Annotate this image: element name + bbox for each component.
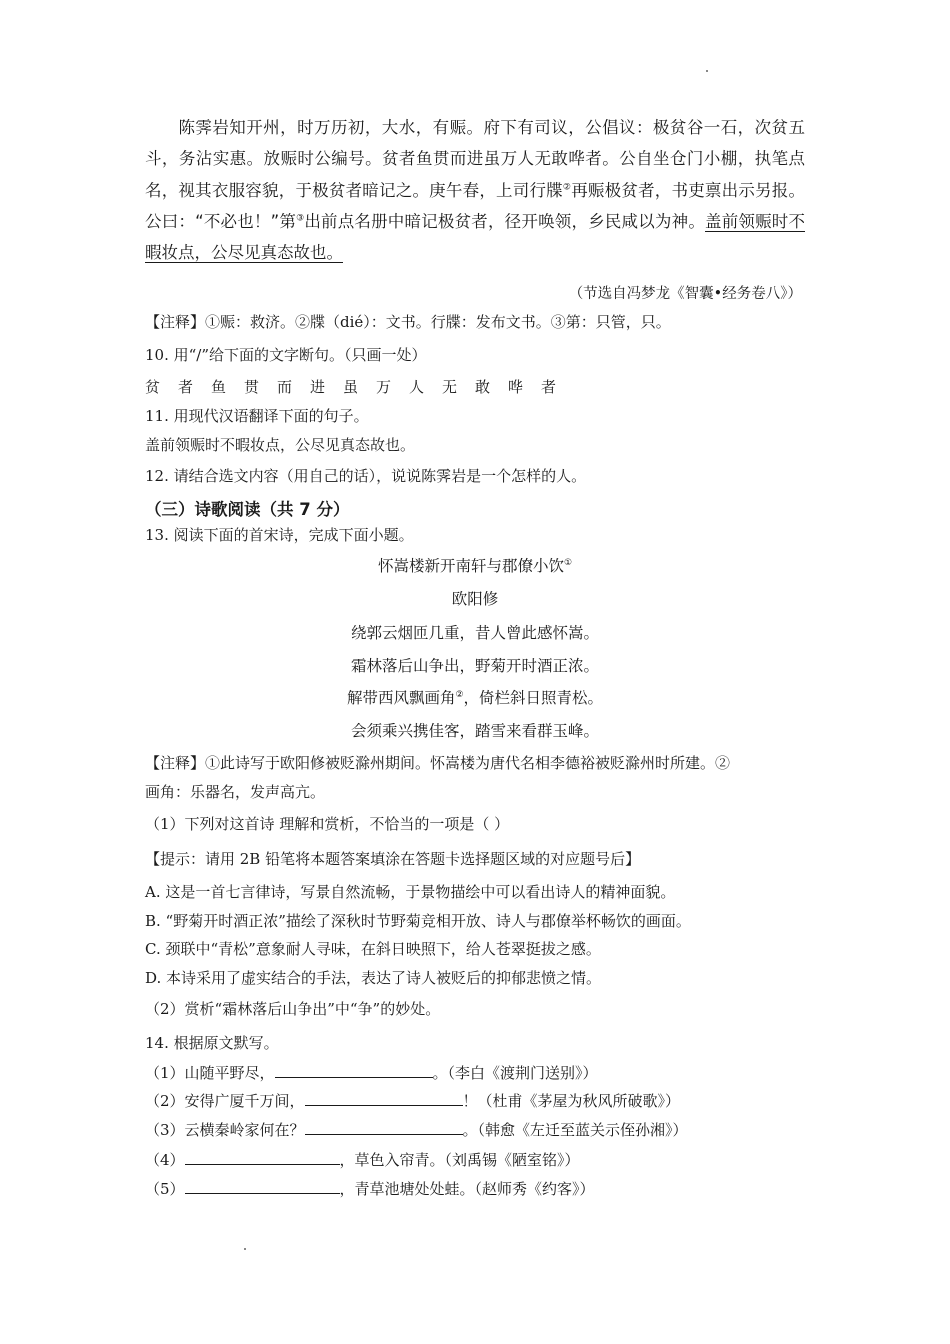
passage-notes: 【注释】①赈：救济。②牒（dié）：文书。行牒：发布文书。③第：只管，只。 [145,313,671,331]
q10-char: 进 [310,378,326,396]
q10-char: 万 [376,378,392,396]
note-mark-2: ② [562,182,572,193]
q10-char: 虽 [343,378,359,396]
poem-line-2: 霜林落后山争出，野菊开时酒正浓。 [350,657,599,675]
recitation-prefix: （2）安得广厦千万间， [145,1092,305,1110]
q13-sub1: （1）下列对这首诗 理解和赏析，不恰当的一项是（ ） [145,815,510,833]
poem-line-3-note-mark: ② [455,689,464,700]
option-c: C. 颈联中“青松”意象耐人寻味，在斜日映照下，给人苍翠挺拔之感。 [145,940,601,958]
q10-stem: 10. 用“/”给下面的文字断句。（只画一处） [145,346,427,364]
fill-blank[interactable] [185,1150,340,1165]
q10-char: 者 [178,378,194,396]
scan-speck [706,70,708,72]
fill-blank[interactable] [185,1179,340,1194]
underlined-sentence: 盖前领赈时不暇妆点，公尽见真态故也。 [145,211,805,263]
q10-char: 敢 [475,378,491,396]
option-b: B. “野菊开时酒正浓”描绘了深秋时节野菊竞相开放、诗人与郡僚举杯畅饮的画面。 [145,912,691,930]
passage-source: （节选自冯梦龙《智囊•经务卷八》） [568,286,802,302]
recitation-suffix: 。（韩愈《左迁至蓝关示侄孙湘》） [462,1121,688,1139]
passage-text-3: 出前点名册中暗记极贫者，径开唤领，乡民咸以为神。 [304,211,706,231]
poem-line-3b: ，倚栏斜日照青松。 [463,689,604,707]
classical-passage [145,112,805,268]
poem-title [145,554,805,576]
poem-line-4: 会须乘兴携佳客，踏雪来看群玉峰。 [350,722,599,740]
q12-stem: 12. 请结合选文内容（用自己的话），说说陈霁岩是一个怎样的人。 [145,467,587,485]
note-mark-3: ③ [296,213,305,224]
recitation-item [145,1178,595,1199]
passage-text: 陈霁岩知开州，时万历初，大水，有赈。府下有司议，公倡议：极贫谷一石，次贫五斗，务沾实惠。放赈时公编号。贫者鱼贯而进虽万人无敢哗者。公自坐仓门小棚，执笔点名，视其衣服容貌，于极贫者暗记之。庚午春，上司行牒 [145,118,805,200]
q10-char: 贯 [244,378,260,396]
option-a: A. 这是一首七言律诗，写景自然流畅，于景物描绘中可以看出诗人的精神面貌。 [145,883,676,901]
q11-sentence: 盖前领赈时不暇妆点，公尽见真态故也。 [145,436,416,454]
poem-note-1: 【注释】①此诗写于欧阳修被贬滁州期间。怀嵩楼为唐代名相李德裕被贬滁州时所建。② [145,754,731,772]
poem-line-3a: 解带西风飘画角 [346,689,456,707]
recitation-suffix: ，草色入帘青。（刘禹锡《陋室铭》） [339,1151,580,1169]
recitation-item [145,1119,688,1140]
q11-stem: 11. 用现代汉语翻译下面的句子。 [145,407,369,425]
q13-sub2: （2）赏析“霜林落后山争出”中“争”的妙处。 [145,1000,441,1018]
fill-blank[interactable] [275,1063,433,1078]
recitation-item [145,1090,680,1111]
q10-char: 而 [277,378,293,396]
recitation-prefix: （3）云横秦岭家何在？ [145,1121,305,1139]
recitation-prefix: （5） [145,1180,185,1198]
recitation-prefix: （4） [145,1151,185,1169]
fill-blank[interactable] [305,1120,463,1135]
poem-note-2: 画角：乐器名，发声高亢。 [145,783,326,801]
recitation-suffix: ，青草池塘处处蛙。（赵师秀《约客》） [339,1180,595,1198]
q10-char: 哗 [508,378,524,396]
q13-hint: 【提示：请用 2B 铅笔将本题答案填涂在答题卡选择题区域的对应题号后】 [145,850,641,868]
q10-char: 鱼 [211,378,227,396]
q10-char: 者 [541,378,557,396]
recitation-suffix: 。（李白《渡荆门送别》） [432,1064,598,1082]
recitation-item [145,1062,598,1083]
poem-line-3 [145,686,805,708]
q10-char: 贫 [145,378,161,396]
fill-blank[interactable] [305,1091,463,1106]
scan-speck [244,1248,246,1250]
recitation-prefix: （1）山随平野尽， [145,1064,275,1082]
recitation-suffix: ！（杜甫《茅屋为秋风所破歌》） [462,1092,681,1110]
option-d: D. 本诗采用了虚实结合的手法，表达了诗人被贬后的抑郁悲愤之情。 [145,969,602,987]
poem-title-note-mark: ① [563,557,573,568]
recitation-item [145,1149,580,1170]
poem-author: 欧阳修 [451,590,499,608]
poem-line-1: 绕郭云烟匝几重，昔人曾此感怀嵩。 [350,624,599,642]
passage-text-2: 再赈极贫者，书吏禀出示另报。公曰：“不必也！”第 [145,180,806,231]
q13-stem: 13. 阅读下面的首宋诗，完成下面小题。 [145,526,414,544]
q10-char: 无 [442,378,458,396]
q14-stem: 14. 根据原文默写。 [145,1034,279,1052]
q10-chars [145,376,574,397]
section-title: （三）诗歌阅读（共 7 分） [145,500,350,519]
q10-char: 人 [409,378,425,396]
poem-title-text: 怀嵩楼新开南轩与郡僚小饮 [377,557,564,575]
